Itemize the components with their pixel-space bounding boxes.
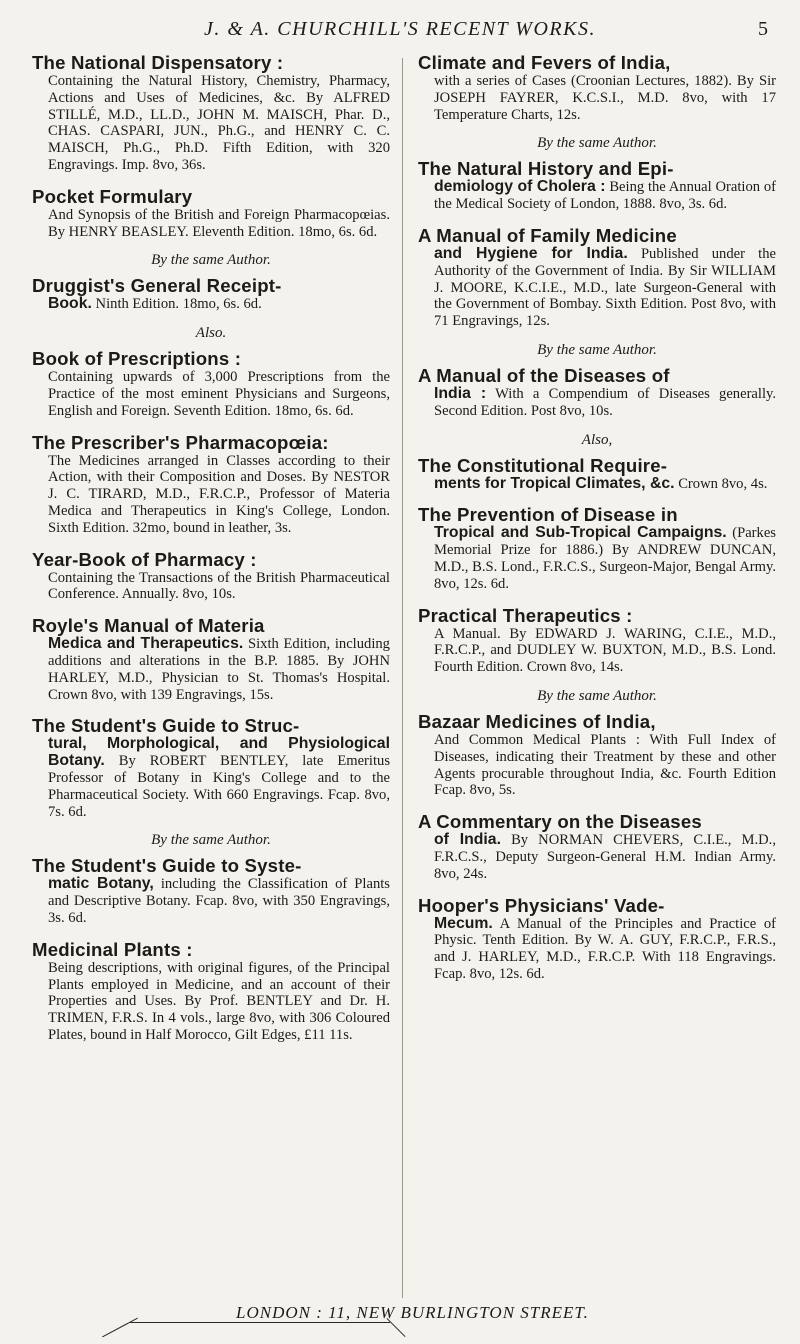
book-description: Containing the Natural History, Chemistry, Pharmacy, Actions and Uses of Medicines, &c. By ALFRED STILLÉ, M.D., LL.D., JOHN M. MAISCH, Phar. D., CHAS. CASPARI, JUN., Ph.G., and HENRY C. C. MAISCH, Ph.G., Ph.D. Fifth Edition, with 320 Engravings. Imp. 8vo, 36s. bbox=[48, 73, 390, 173]
book-entry bbox=[418, 52, 776, 123]
author-separator: By the same Author. bbox=[537, 135, 657, 152]
column-divider bbox=[402, 58, 403, 1298]
book-title-continued: ments for Tropical Climates, &c. bbox=[434, 474, 675, 492]
book-description: including the Classification of Plants and Descriptive Botany. Fcap. 8vo, with 350 Engravings, 3s. 6d. bbox=[48, 876, 390, 926]
book-details bbox=[418, 525, 776, 592]
book-details bbox=[32, 960, 390, 1044]
book-description: A Manual. By EDWARD J. WARING, C.I.E., M.D., F.R.C.P., and DUDLEY W. BUXTON, M.D., B.S. Lond. Fourth Edition. Crown 8vo, 14s. bbox=[434, 625, 776, 676]
book-entry bbox=[418, 504, 776, 592]
book-details bbox=[32, 73, 390, 174]
book-entry bbox=[418, 365, 776, 420]
book-details bbox=[32, 369, 390, 419]
book-title: The Student's Guide to Syste- bbox=[32, 855, 302, 877]
book-title: Bazaar Medicines of India, bbox=[418, 710, 656, 732]
book-entry bbox=[418, 811, 776, 882]
book-description: By ROBERT BENTLEY, late Emeritus Professor of Botany in King's College and to the Pharmaceutical Society. With 660 Engravings. Fcap. 8vo, 7s. 6d. bbox=[48, 753, 391, 820]
book-entry bbox=[418, 455, 776, 493]
book-details bbox=[32, 876, 390, 926]
book-title: Climate and Fevers of India, bbox=[418, 52, 671, 73]
book-title: A Manual of Family Medicine bbox=[418, 224, 677, 246]
book-title: The Natural History and Epi- bbox=[418, 158, 674, 180]
book-title: Pocket Formulary bbox=[32, 185, 193, 207]
book-title: The Student's Guide to Struc- bbox=[32, 715, 300, 737]
book-title-continued: India : bbox=[434, 384, 487, 402]
author-separator: By the same Author. bbox=[537, 341, 657, 358]
book-details bbox=[418, 916, 776, 983]
author-separator: By the same Author. bbox=[537, 687, 657, 704]
author-separator: By the same Author. bbox=[151, 252, 271, 269]
book-title: Royle's Manual of Materia bbox=[32, 615, 265, 637]
book-description: Being descriptions, with original figures, of the Principal Plants employed in Medicine, and an account of their Properties and Uses. By Prof. BENTLEY and Dr. H. TRIMEN, F.R.S. In 4 vols., large 8vo, with 306 Coloured Plates, bound in Half Morocco, Gilt Edges, £11 11s. bbox=[48, 959, 390, 1043]
book-title: Medicinal Plants : bbox=[32, 938, 193, 960]
book-title: A Manual of the Diseases of bbox=[418, 364, 670, 386]
page-header bbox=[30, 16, 770, 46]
book-details bbox=[418, 386, 776, 420]
book-details bbox=[418, 73, 776, 123]
book-title-continued: demiology of Cholera : bbox=[434, 178, 606, 196]
book-title-continued: of India. bbox=[434, 831, 501, 849]
book-title: The Prevention of Disease in bbox=[418, 504, 678, 526]
book-entry bbox=[32, 52, 390, 174]
book-title-continued: and Hygiene for India. bbox=[434, 244, 628, 262]
book-title-continued: Book. bbox=[48, 295, 92, 313]
footer-flourish-left bbox=[102, 1318, 138, 1338]
book-description: Published under the Authority of the Government of India. By Sir WILLIAM J. MOORE, K.C.I.E., M.D., late Surgeon-General with the Government of Bombay. Sixth Edition. Post 8vo, with 71 Engravings, 12s. bbox=[434, 245, 776, 330]
book-entry bbox=[418, 605, 776, 676]
book-details bbox=[32, 570, 390, 604]
book-title: Book of Prescriptions : bbox=[32, 348, 242, 370]
publisher-address: LONDON : 11, NEW BURLINGTON STREET. bbox=[236, 1303, 589, 1322]
book-entry bbox=[32, 615, 390, 703]
book-title: A Commentary on the Diseases bbox=[418, 811, 702, 833]
book-title: The National Dispensatory : bbox=[32, 52, 284, 73]
book-title-continued: Medica and Therapeutics. bbox=[48, 635, 244, 653]
book-title: Practical Therapeutics : bbox=[418, 604, 633, 626]
book-description: Being the Annual Oration of the Medical Society of London, 1888. 8vo, 3s. 6d. bbox=[434, 179, 776, 213]
book-description: A Manual of the Principles and Practice of Physic. Tenth Edition. By W. A. GUY, F.R.C.P., F.R.S., and J. HARLEY, M.D., F.R.C.P. With 118 Engravings. Fcap. 8vo, 12s. 6d. bbox=[434, 915, 777, 982]
book-entry bbox=[32, 275, 390, 313]
book-entry bbox=[32, 549, 390, 604]
book-details bbox=[418, 476, 776, 493]
right-column bbox=[418, 52, 776, 995]
book-title-continued: Tropical and Sub-Tropical Campaigns. bbox=[434, 524, 727, 542]
book-title: The Prescriber's Pharmacopœia: bbox=[32, 431, 329, 453]
book-details bbox=[418, 732, 776, 799]
book-entry bbox=[418, 711, 776, 799]
running-title: J. & A. CHURCHILL'S RECENT WORKS. bbox=[204, 18, 596, 40]
book-description: By NORMAN CHEVERS, C.I.E., M.D., F.R.C.S., Deputy Surgeon-General H.M. Indian Army. 8vo, 24s. bbox=[434, 832, 776, 882]
author-separator: By the same Author. bbox=[151, 832, 271, 849]
book-description: Crown 8vo, 4s. bbox=[678, 475, 768, 492]
book-description: (Parkes Memorial Prize for 1886.) By ANDREW DUNCAN, M.D., B.S. Lond., F.R.C.S., Surgeon-Major, Bengal Army. 8vo, 12s. 6d. bbox=[434, 525, 776, 592]
book-details bbox=[32, 736, 390, 820]
book-details bbox=[418, 626, 776, 676]
book-details bbox=[32, 453, 390, 537]
book-list bbox=[32, 52, 776, 1292]
book-details bbox=[418, 832, 776, 882]
book-description: Sixth Edition, including additions and alterations in the B.P. 1885. By JOHN HARLEY, M.D., Physician to St. Thomas's Hospital. Crown 8vo, with 139 Engravings, 15s. bbox=[48, 636, 390, 703]
book-title-continued: Mecum. bbox=[434, 914, 493, 932]
book-description: Containing upwards of 3,000 Prescriptions from the Practice of the most eminent Physicians and Surgeons, English and Foreign. Seventh Edition. 18mo, 6s. 6d. bbox=[48, 369, 390, 419]
author-separator: Also, bbox=[581, 431, 613, 448]
book-entry bbox=[32, 186, 390, 241]
book-entry bbox=[418, 158, 776, 213]
page-number: 5 bbox=[758, 18, 768, 40]
book-title: Druggist's General Receipt- bbox=[32, 275, 282, 297]
book-details bbox=[32, 296, 390, 313]
book-details bbox=[418, 246, 776, 330]
book-description: And Synopsis of the British and Foreign Pharmacopœias. By HENRY BEASLEY. Eleventh Edition. 18mo, 6s. 6d. bbox=[48, 206, 390, 240]
book-entry bbox=[32, 715, 390, 820]
page-footer bbox=[0, 1301, 800, 1344]
book-description: Containing the Transactions of the British Pharmaceutical Conference. Annually. 8vo, 10s. bbox=[48, 569, 390, 603]
book-description: With a Compendium of Diseases generally. Second Edition. Post 8vo, 10s. bbox=[434, 385, 777, 419]
book-title-continued: matic Botany, bbox=[48, 875, 154, 893]
book-description: with a series of Cases (Croonian Lectures, 1882). By Sir JOSEPH FAYRER, K.C.S.I., M.D. 8vo, with 17 Temperature Charts, 12s. bbox=[434, 73, 776, 123]
book-description: Ninth Edition. 18mo, 6s. 6d. bbox=[95, 296, 262, 313]
book-entry bbox=[418, 895, 776, 983]
book-title-continued: tural, Morphological, and Physiological Botany. bbox=[48, 735, 390, 770]
book-title: Hooper's Physicians' Vade- bbox=[418, 894, 665, 916]
book-entry bbox=[32, 348, 390, 419]
author-separator: Also. bbox=[195, 325, 227, 342]
book-title: Year-Book of Pharmacy : bbox=[32, 548, 257, 570]
left-column bbox=[32, 52, 390, 1056]
book-entry bbox=[32, 855, 390, 926]
book-description: The Medicines arranged in Classes according to their Action, with their Composition and Doses. By NESTOR J. C. TIRARD, M.D., F.R.C.P., Professor of Materia Medica and Therapeutics in King's College, London. Sixth Edition. 32mo, bound in leather, 3s. bbox=[48, 452, 390, 536]
book-entry bbox=[418, 225, 776, 330]
book-details bbox=[418, 179, 776, 213]
book-details bbox=[32, 636, 390, 703]
book-description: And Common Medical Plants : With Full Index of Diseases, indicating their Treatment by these and other Agents procurable throughout India, &c. Fourth Edition Fcap. 8vo, 5s. bbox=[434, 731, 776, 799]
book-details bbox=[32, 207, 390, 241]
book-entry bbox=[32, 432, 390, 537]
book-entry bbox=[32, 939, 390, 1044]
book-title: The Constitutional Require- bbox=[418, 454, 668, 476]
